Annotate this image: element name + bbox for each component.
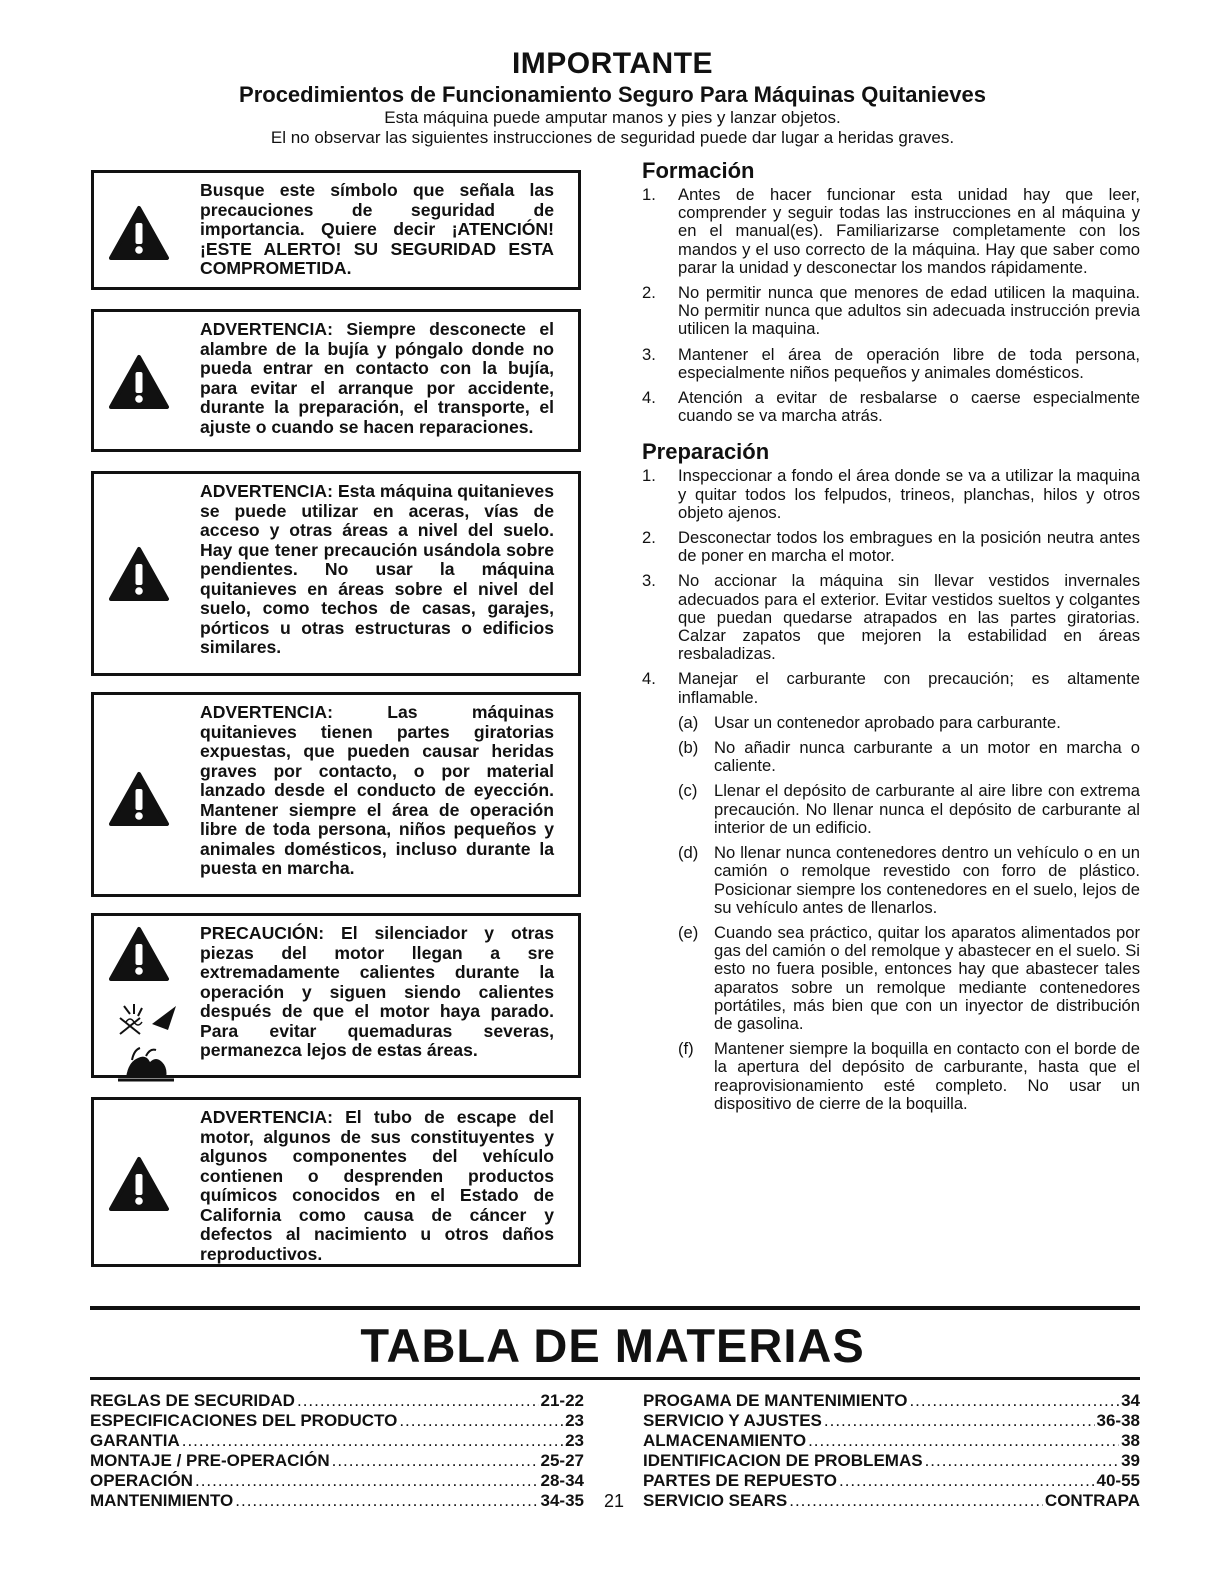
toc-bottom-rule — [90, 1377, 1140, 1380]
toc-top-rule — [90, 1306, 1140, 1310]
hot-surface-burn-icon — [112, 992, 180, 1092]
toc-entry[interactable]: SERVICIO Y AJUSTES ..... 36-38 — [643, 1411, 1140, 1431]
toc-entry[interactable]: IDENTIFICACION DE PROBLEMAS ..... 39 — [643, 1451, 1140, 1471]
toc-entry[interactable]: MANTENIMIENTO ..... 34-35 — [90, 1491, 584, 1511]
warning-box-spark-plug — [91, 309, 581, 452]
toc-left-column — [90, 1391, 584, 1511]
page-number: 21 — [604, 1491, 625, 1511]
section-title-preparacion: Preparación — [642, 439, 770, 465]
intro-line-1: Esta máquina puede amputar manos y pies y lanzar objetos. — [384, 108, 841, 127]
toc-entry[interactable]: SERVICIO SEARS ..... CONTRAPA — [643, 1491, 1140, 1511]
section-title-formacion: Formación — [642, 158, 755, 183]
list-subitem: (b) No añadir nunca carburante a un motor en marcha o caliente. — [678, 738, 1140, 776]
list-subitem: (a) Usar un contenedor aprobado para carburante. — [678, 712, 1061, 732]
toc-right-column — [643, 1391, 1140, 1511]
page-title: IMPORTANTE — [511, 47, 714, 80]
warning-triangle-icon — [108, 205, 170, 261]
toc-entry[interactable]: PROGAMA DE MANTENIMIENTO ..... 34 — [643, 1391, 1140, 1411]
warning-triangle-icon — [108, 771, 170, 827]
list-subitem: (d) No llenar nunca contenedores dentro un vehículo o en un camión o remolque revestido con forro de plástico. Posicionar siempre los contenedores en el suelo, lejos de su vehículo antes de llenarlos. — [678, 843, 1140, 917]
list-subitem: (f) Mantener siempre la boquilla en contacto con el borde de la apertura del depósito de carburante, hasta que el reaprovisionamiento esté completo. No usar un dispositivo de cierre de la boquilla. — [678, 1039, 1140, 1113]
toc-entry[interactable]: OPERACIÓN ..... 28-34 — [90, 1471, 584, 1491]
list-item: 3. Mantener el área de operación libre de toda persona, especialmente niños pequeños y animales domésticos. — [642, 344, 1140, 382]
safety-procedures-column — [642, 158, 1140, 1120]
toc-entry[interactable]: PARTES DE REPUESTO ..... 40-55 — [643, 1471, 1140, 1491]
page-subtitle: Procedimientos de Funcionamiento Seguro Para Máquinas Quitanieves — [239, 82, 986, 107]
toc-entry[interactable]: GARANTIA ..... 23 — [90, 1431, 584, 1451]
warning-text: ADVERTENCIA: El tubo de escape del motor, algunos de sus constituyentes y algunos componentes del vehículo contienen o desprenden productos químicos conocidos en el Estado de California como causa de cáncer y defectos al nacimiento u otros daños reproductivos. — [200, 1107, 554, 1264]
warning-box-hot-muffler — [91, 913, 581, 1078]
toc-title: TABLA DE MATERIAS — [360, 1319, 865, 1372]
intro-line-2: El no observar las siguientes instrucciones de seguridad puede dar lugar a heridas graves. — [270, 128, 955, 147]
warning-triangle-icon — [108, 546, 170, 602]
warning-triangle-icon — [108, 1156, 170, 1212]
page-header — [0, 48, 1225, 148]
warning-text: Busque este símbolo que señala las precauciones de seguridad de importancia. Quiere decir ¡ATENCIÓN! ¡ESTE ALERTO! SU SEGURIDAD ESTA COMPROMETIDA. — [200, 180, 554, 278]
warning-box-symbol — [91, 170, 581, 290]
toc-entry[interactable]: ESPECIFICACIONES DEL PRODUCTO ..... 23 — [90, 1411, 584, 1431]
list-item: 2. Desconectar todos los embragues en la posición neutra antes de poner en marcha el motor. — [642, 528, 1140, 566]
warning-text: ADVERTENCIA: Siempre desconecte el alambre de la bujía y póngalo donde no pueda entrar en contacto con la bujía, para evitar el arranque por accidente, durante la preparación, el transporte, el ajuste o cuando se hacen reparaciones. — [200, 319, 554, 437]
warning-triangle-icon — [108, 926, 170, 982]
list-item: 1. Antes de hacer funcionar esta unidad hay que leer, comprender y seguir todas las instrucciones en al máquina y en el manual(es). Familiarizarse completamente con los mandos y el uso correcto de la máquina. Hay que saber como parar la unidad y desconectar los mandos rápidamente. — [642, 185, 1140, 277]
list-item: 3. No accionar la máquina sin llevar vestidos invernales adecuados para el exterior. Evitar vestidos sueltos y colgantes que puedan quedarse atrapados en las partes giratorias. Calzar zapatos que mejoren la estabilidad en áreas resbaladizas. — [642, 571, 1140, 664]
warning-box-california — [91, 1097, 581, 1267]
toc-entry[interactable]: REGLAS DE SECURIDAD ..... 21-22 — [90, 1391, 584, 1411]
warning-text: ADVERTENCIA: Esta máquina quitanieves se puede utilizar en aceras, vías de acceso y otras áreas a nivel del suelo. Hay que tener precaución usándola sobre pendientes. No usar la máquina quitanieves en áreas sobre el nivel del suelo, como techos de casas, garajes, pórticos u otras estructuras o edificios similares. — [200, 481, 554, 657]
warning-triangle-icon — [108, 354, 170, 410]
list-subitem: (e) Cuando sea práctico, quitar los aparatos alimentados por gas del camión o del remolque y abastecer en el suelo. Si esto no fuera posible, entonces hay que abastecer tales aparatos sobre un remolque mediante contenedores portátiles, más bien que con un inyector de distribución de gasolina. — [678, 922, 1140, 1033]
list-item: 2. No permitir nunca que menores de edad utilicen la maquina. No permitir nunca que adultos sin adecuada instrucción previa utilicen la maquina. — [642, 283, 1140, 339]
toc-entry[interactable]: ALMACENAMIENTO ..... 38 — [643, 1431, 1140, 1451]
warning-text: ADVERTENCIA: Las máquinas quitanieves tienen partes giratorias expuestas, que pueden causar heridas graves por contacto, o por material lanzado desde el conducto de eyección. Mantener siempre el área de operación libre de toda persona, niños pequeños y animales domésticos, incluso durante la puesta en marcha. — [200, 702, 554, 878]
list-item: 4. Manejar el carburante con precaución; es altamente inflamable. — [642, 669, 1140, 707]
warning-box-surfaces — [91, 471, 581, 676]
list-item: 4. Atención a evitar de resbalarse o caerse especialmente cuando se va marcha atrás. — [642, 388, 1140, 426]
warning-text: PRECAUCIÓN: El silenciador y otras piezas del motor llegan a sre extremadamente calientes durante la operación y siguen siendo calientes después de que el motor haya parado. Para evitar quemaduras severas, permanezca lejos de estas áreas. — [200, 923, 554, 1060]
warning-box-rotating-parts — [91, 692, 581, 897]
list-item: 1. Inspeccionar a fondo el área donde se va a utilizar la maquina y quitar todos los felpudos, trineos, planchas, hilos y otros objeto ajenos. — [642, 466, 1140, 522]
toc-entry[interactable]: MONTAJE / PRE-OPERACIÓN ..... 25-27 — [90, 1451, 584, 1471]
list-subitem: (c) Llenar el depósito de carburante al aire libre con extrema precaución. No llenar nunca el depósito de carburante al interior de un edificio. — [678, 781, 1140, 837]
